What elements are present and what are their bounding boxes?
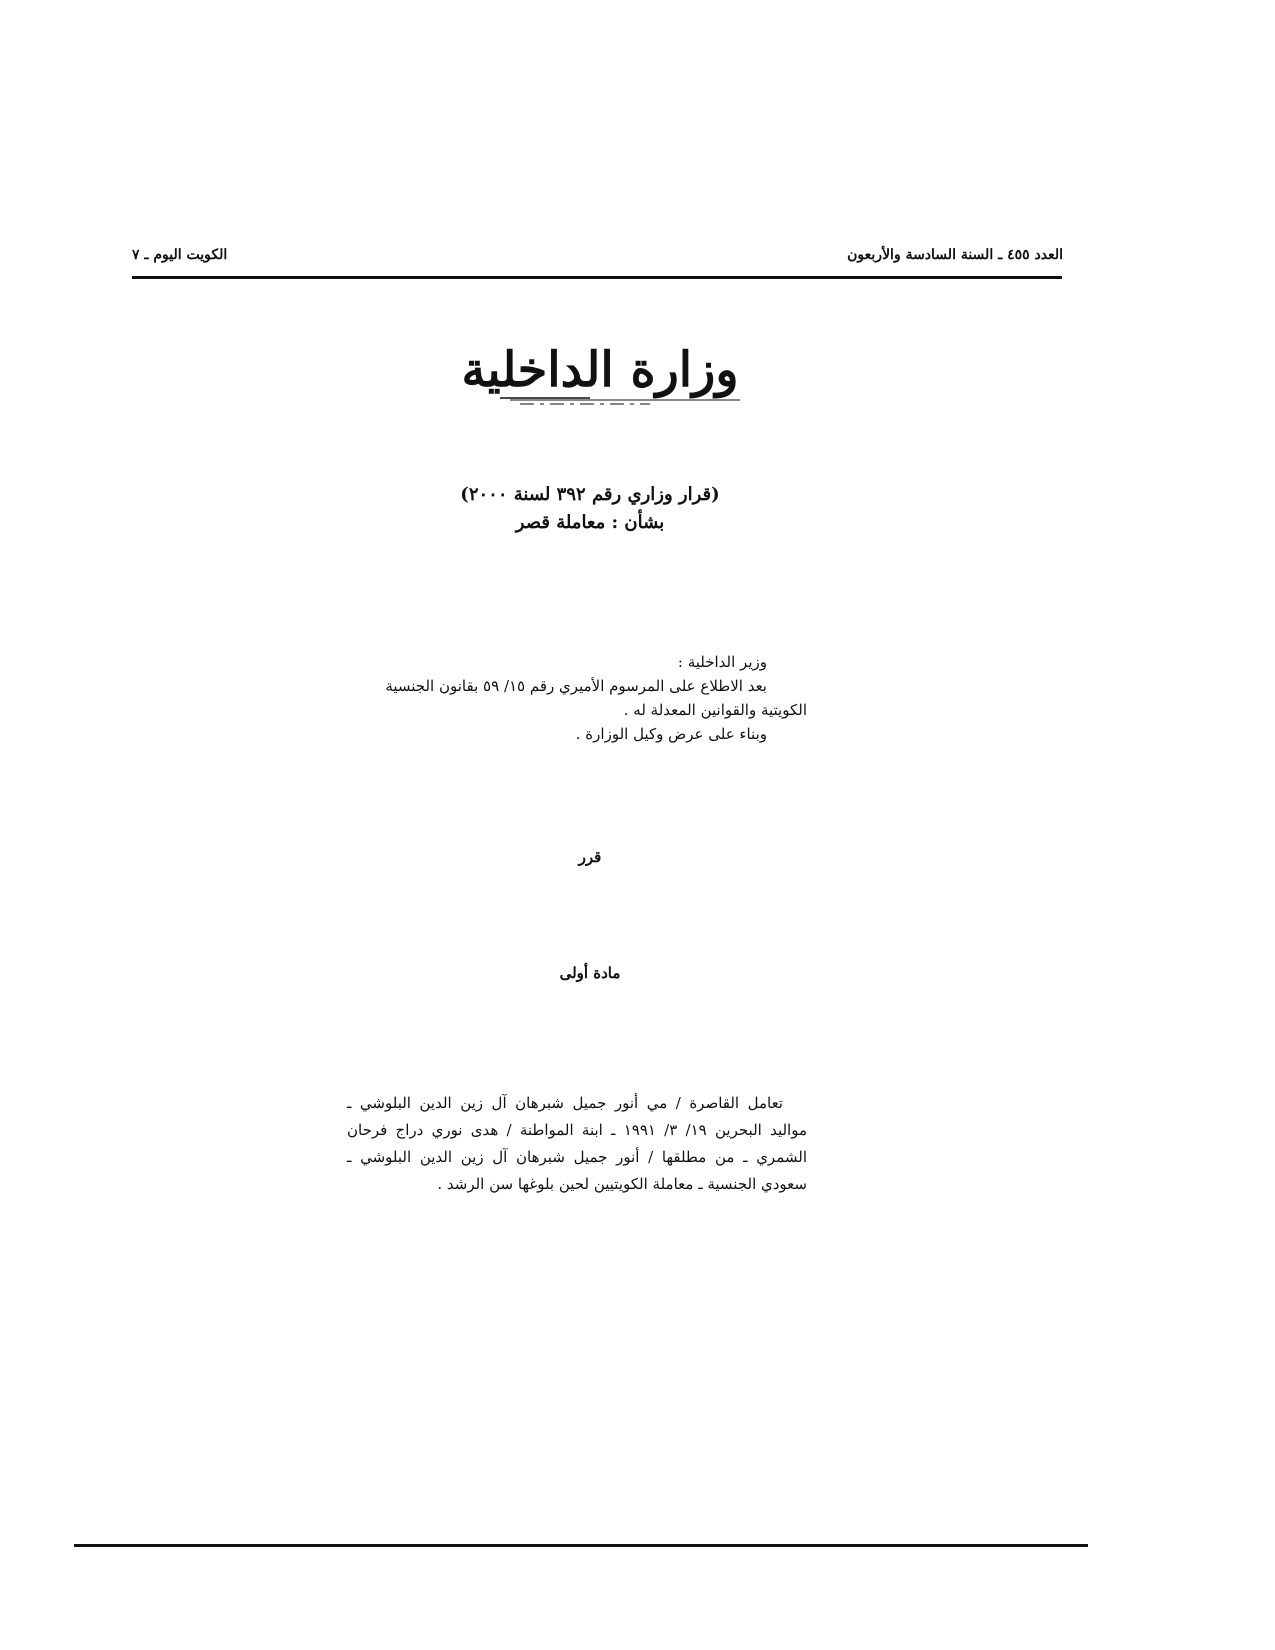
minister-line: وزير الداخلية :	[677, 653, 767, 671]
decision-heading: قرر	[578, 848, 602, 866]
article-heading: مادة أولى	[559, 964, 621, 982]
footer-rule	[74, 1544, 1088, 1547]
ministry-logo-svg	[440, 328, 760, 433]
ministry-calligraphy-logo	[440, 328, 760, 433]
decree-title: (قرار وزاري رقم ٣٩٢ لسنة ٢٠٠٠)	[460, 484, 720, 505]
publication-header: الكويت اليوم ـ ٧	[132, 247, 228, 263]
preamble-line-2: الكويتية والقوانين المعدلة له .	[623, 701, 807, 719]
preamble-line-1: بعد الاطلاع على المرسوم الأميري رقم ١٥/ ٥٩ بقانون الجنسية	[385, 677, 767, 695]
header-rule	[132, 276, 1062, 279]
article-body: تعامل القاصرة / مي أنور جميل شبرهان آل زين الدين البلوشي ـ مواليد البحرين ١٩/ ٣/ ١٩٩١ ـ ابنة المواطنة / هدى نوري دراج فرحان الشمري ـ من مطلقها / أنور جميل شبرهان آل زين الدين البلوشي ـ سعودي الجنسية ـ معاملة الكويتيين لحين بلوغها سن الرشد .	[347, 1094, 807, 1193]
logo-text: وزارة الداخلية	[461, 342, 739, 398]
decree-subject: بشأن : معاملة قصر	[515, 512, 665, 533]
issue-header: العدد ٤٥٥ ـ السنة السادسة والأربعون	[847, 247, 1063, 263]
preamble-line-3: وبناء على عرض وكيل الوزارة .	[575, 725, 767, 743]
